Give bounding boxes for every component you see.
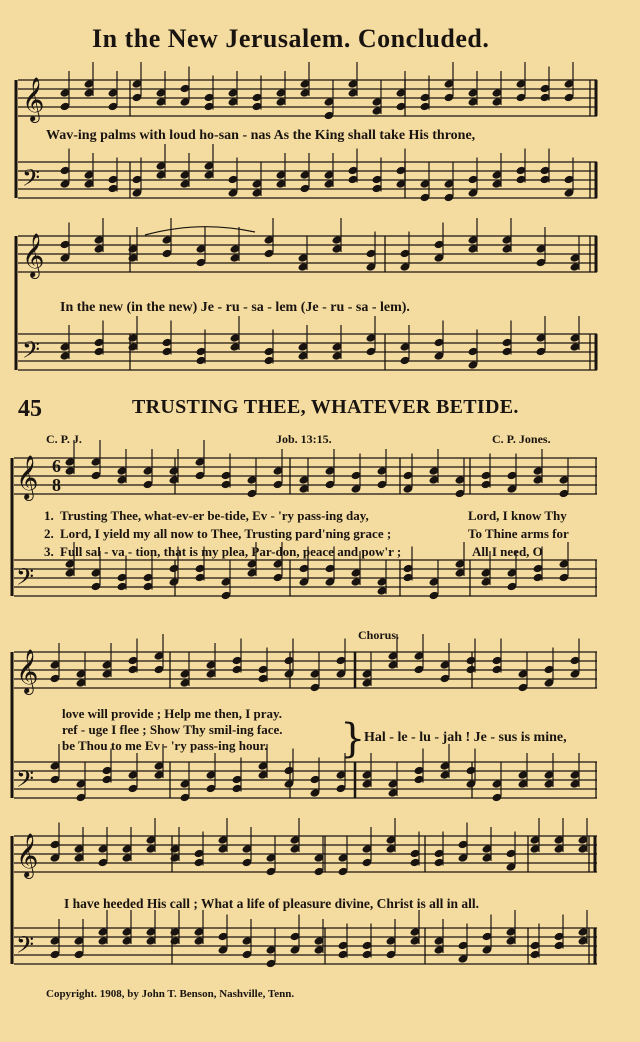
page-title: In the New Jerusalem. Concluded. <box>92 24 490 53</box>
verse-2-text: Lord, I yield my all now to Thee, Trusting pard'ning grace ; <box>60 526 392 541</box>
verse-3-number: 3. <box>44 544 54 559</box>
svg-text:𝄞: 𝄞 <box>16 455 39 499</box>
svg-text:𝄞: 𝄞 <box>22 233 45 277</box>
svg-text:𝄞: 𝄞 <box>16 649 39 693</box>
hymn-meter: C. P. J. <box>46 432 82 446</box>
time-signature-bottom: 8 <box>52 475 61 495</box>
hymn-number: 45 <box>18 396 42 422</box>
verse-1-text: Trusting Thee, what-ev-er be-tide, Ev - 'ry pass-ing day, <box>60 508 369 523</box>
copyright-notice: Copyright. 1908, by John T. Benson, Nashville, Tenn. <box>46 988 295 1000</box>
svg-text:𝄞: 𝄞 <box>16 833 39 877</box>
svg-text:𝄞: 𝄞 <box>22 77 45 121</box>
svg-text:𝄢: 𝄢 <box>16 765 35 798</box>
hymn-composer: C. P. Jones. <box>492 432 551 446</box>
svg-text:}: } <box>340 716 366 762</box>
top-lyric-line-1: Wav-ing palms with loud ho-san - nas As the King shall take His throne, <box>46 128 476 143</box>
chorus-line-1: Hal - le - lu - jah ! Je - sus is mine, <box>364 730 567 745</box>
chorus-line-2: I have heeded His call ; What a life of pleasure divine, Christ is all in all. <box>64 896 480 911</box>
verse-2-end: To Thine arms for <box>468 526 569 541</box>
verse-2-number: 2. <box>44 526 54 541</box>
verse-3-continuation: be Thou to me Ev - 'ry pass-ing hour. <box>62 738 268 753</box>
svg-text:𝄢: 𝄢 <box>22 164 41 197</box>
verse-3-end: All I need, O <box>472 544 543 559</box>
svg-text:𝄢: 𝄢 <box>22 336 41 369</box>
hymn-scripture: Job. 13:15. <box>276 432 332 446</box>
svg-text:𝄢: 𝄢 <box>16 931 35 964</box>
verse-1-end: Lord, I know Thy <box>468 508 567 523</box>
svg-text:𝄢: 𝄢 <box>16 563 35 596</box>
verse-1-number: 1. <box>44 508 54 523</box>
hymn-title: TRUSTING THEE, WHATEVER BETIDE. <box>132 396 519 418</box>
verse-1-continuation: love will provide ; Help me then, I pray. <box>62 706 283 721</box>
verse-3-text: Full sal - va - tion, that is my plea, Par-don, peace and pow'r ; <box>60 544 402 559</box>
verse-2-continuation: ref - uge I flee ; Show Thy smil-ing face. <box>62 722 283 737</box>
chorus-label: Chorus. <box>358 628 400 642</box>
time-signature-top: 6 <box>52 456 61 476</box>
top-lyric-line-2: In the new (in the new) Je - ru - sa - lem (Je - ru - sa - lem). <box>60 300 410 315</box>
